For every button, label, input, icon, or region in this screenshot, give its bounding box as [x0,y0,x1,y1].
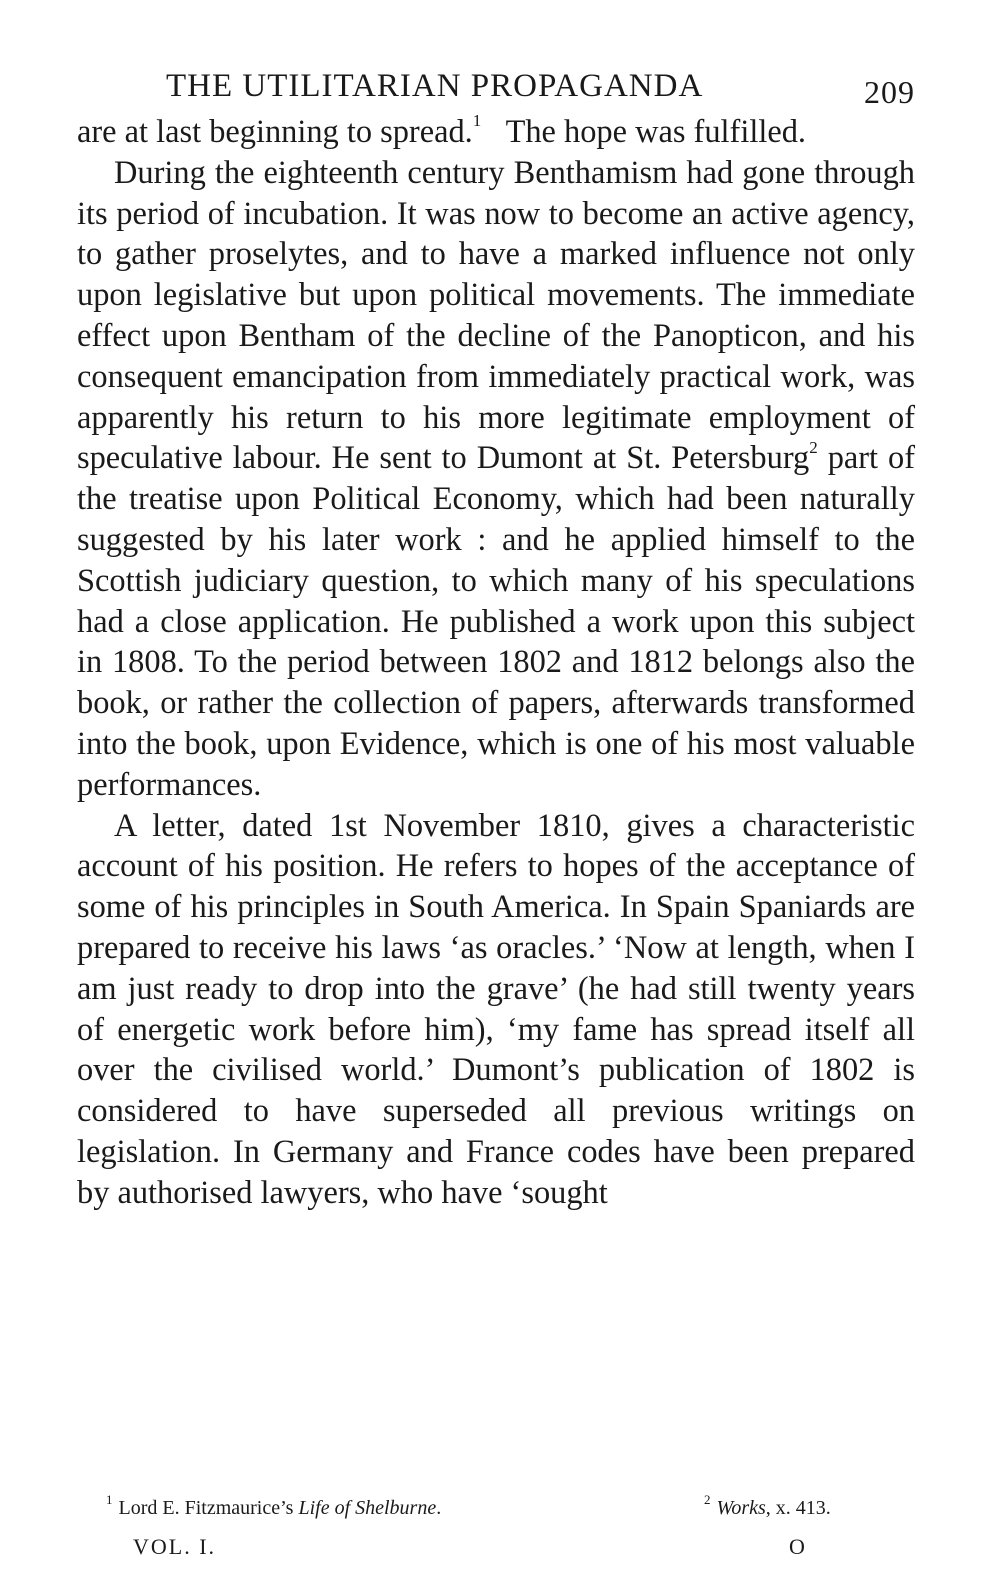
footnote-mark: 2 [809,437,818,457]
page-number: 209 [864,74,915,110]
paragraph-text: part of the treatise upon Political Economy, which had been naturally suggested by his later work : and he applied himself to the Scottish judiciary question, to which many of his speculations had a close application. He published a work upon this subject in 1808. To the period between 1802 and 1812 belongs also the book, or rather the collection of papers, afterwards transformed into the book, upon Evidence, which is one of his most valuable performances. [77,440,915,803]
body-text [77,112,915,1214]
paragraph [77,153,915,806]
volume-label: VOL. I. [133,1534,217,1559]
paragraph: A letter, dated 1st November 1810, gives a characteristic account of his position. He refers to hopes of the acceptance of some of his principles in South America. In Spain Spaniards are prepared to receive his laws ‘as oracles.’ ‘Now at length, when I am just ready to drop into the grave’ (he had still twenty years of energetic work before him), ‘my fame has spread itself all over the civilised world.’ Dumont’s publication of 1802 is considered to have superseded all previous writings on legislation. In Germany and France codes have been prepared by authorised lawyers, who have ‘sought [77,807,915,1211]
paragraph-continued [77,112,915,153]
footnote-mark: 1 [472,111,482,131]
paragraph-text: are at last beginning to spread. [77,114,473,150]
footnote-title: Life of Shelburne [298,1497,437,1519]
footnote-number: 1 [106,1492,113,1508]
book-page [77,60,915,1559]
running-head-title: THE UTILITARIAN PROPAGANDA [166,68,704,104]
footnote-text: . [436,1497,442,1519]
running-head [77,60,915,112]
signature-mark: O [789,1534,807,1559]
footnote [106,1492,442,1520]
footnote-text: Lord E. Fitzmaurice’s [118,1497,299,1519]
footnote [704,1492,831,1520]
footnote-title: Works [716,1497,766,1519]
paragraph-text: The hope was fulfilled. [505,114,806,150]
footnote-text: , x. 413. [765,1497,831,1519]
paragraph-text: During the eighteenth century Benthamism had gone through its period of incubation. It was now to become an active agency, to gather proselytes, and to have a marked influence not only upon legislative but upon political movements. The immediate effect upon Bentham of the decline of the Panopticon, and his consequent emancipation from immediately practical work, was apparently his return to his more legitimate employment of speculative labour. He sent to Dumont at St. Petersburg [77,154,915,477]
footnote-number: 2 [704,1492,711,1508]
